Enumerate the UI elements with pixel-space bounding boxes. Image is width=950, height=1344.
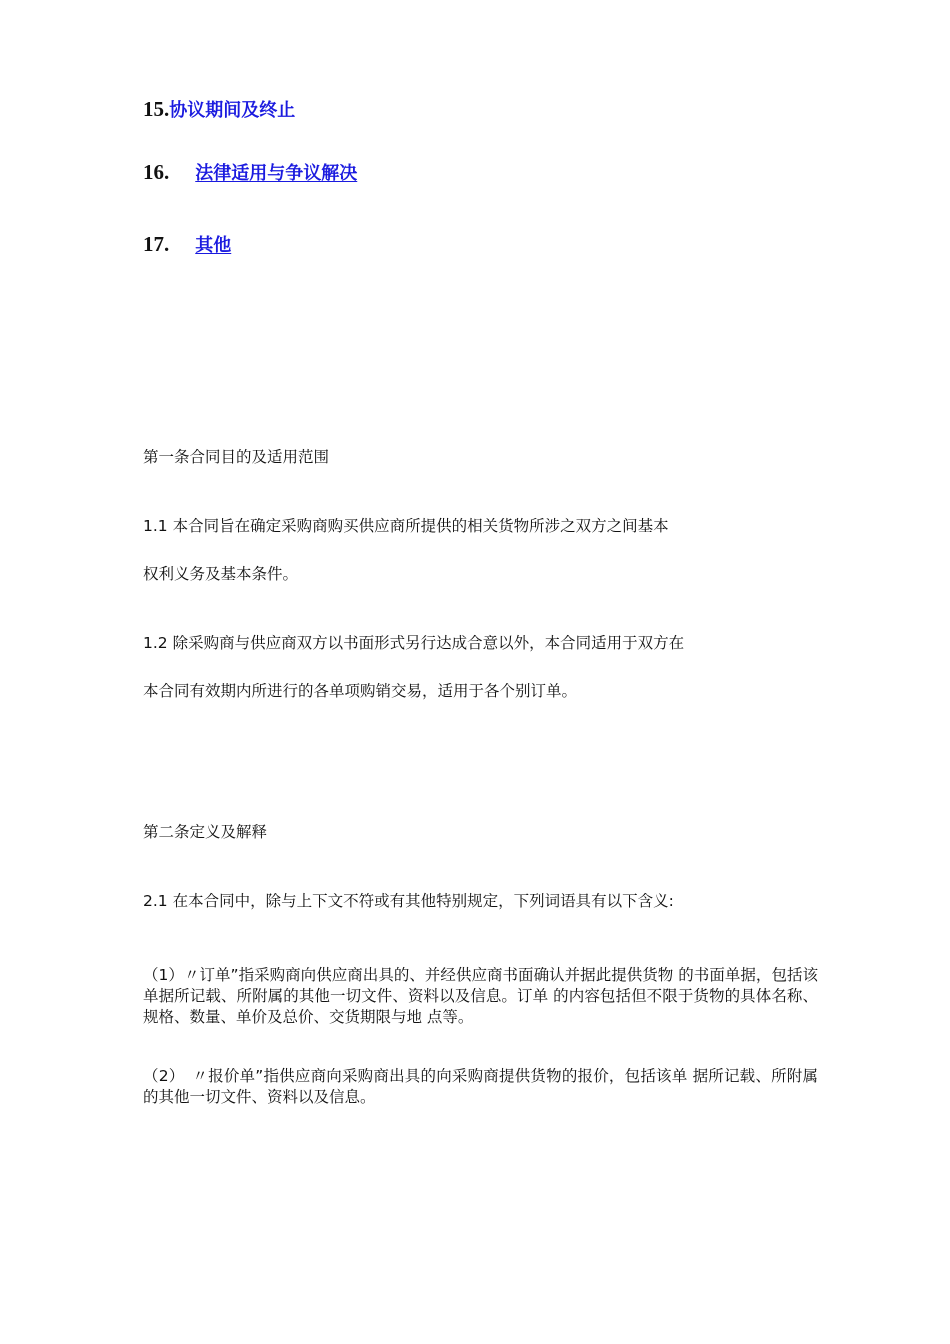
clause-1-1-line-2: 权利义务及基本条件。 <box>143 565 299 583</box>
toc-item-15[interactable] <box>143 97 295 123</box>
clause-2-1: 2.1 在本合同中，除与上下文不符或有其他特别规定，下列词语具有以下含义: <box>143 892 674 910</box>
toc-item-17[interactable] <box>143 232 231 258</box>
toc-link-agreement-term[interactable]: 协议期间及终止 <box>169 100 296 121</box>
clause-1-2-line-2: 本合同有效期内所进行的各单项购销交易，适用于各个别订单。 <box>143 682 578 700</box>
toc-item-16[interactable] <box>143 160 357 186</box>
toc-number: 15. <box>143 97 170 121</box>
toc-link-other[interactable]: 其他 <box>195 235 232 256</box>
clause-1-2-line-1: 1.2 除采购商与供应商双方以书面形式另行达成合意以外，本合同适用于双方在 <box>143 634 685 652</box>
definition-quotation: （2） 〃报价单”指供应商向采购商出具的向采购商提供货物的报价，包括该单 据所记载、所附属的其他一切文件、资料以及信息。 <box>143 1067 818 1106</box>
article-2-heading: 第二条定义及解释 <box>143 823 268 841</box>
toc-link-governing-law[interactable]: 法律适用与争议解决 <box>195 163 358 184</box>
toc-number: 17. <box>143 232 170 256</box>
toc-number: 16. <box>143 160 170 184</box>
article-1-heading: 第一条合同目的及适用范围 <box>143 448 330 466</box>
definition-order: （1）〃订单”指采购商向供应商出具的、并经供应商书面确认并据此提供货物 的书面单据，包括该单据所记载、所附属的其他一切文件、资料以及信息。订单 的内容包括但不限于货物的具体名称、规格、数量、单价及总价、交货期限与地 点等。 <box>143 966 818 1026</box>
clause-1-1-line-1: 1.1 本合同旨在确定采购商购买供应商所提供的相关货物所涉之双方之间基本 <box>143 517 669 535</box>
